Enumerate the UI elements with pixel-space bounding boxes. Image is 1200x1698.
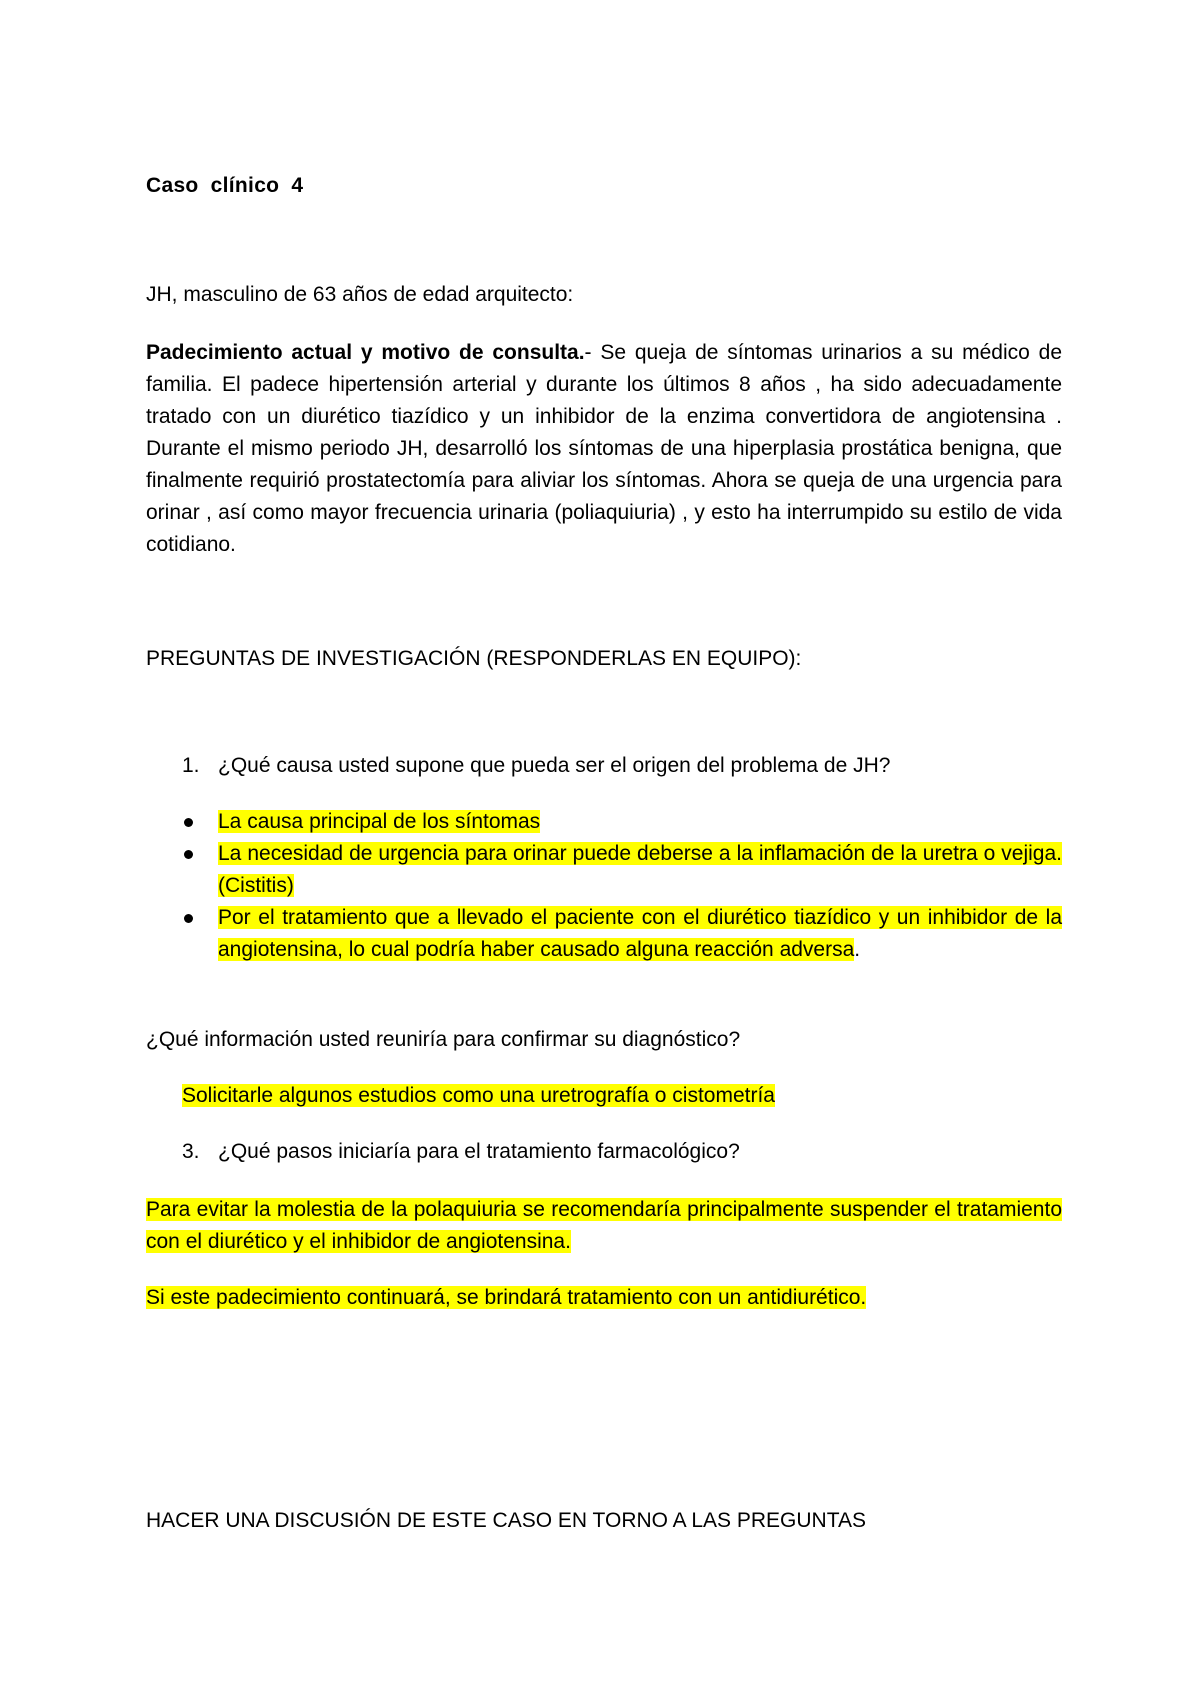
questions-heading: PREGUNTAS DE INVESTIGACIÓN (RESPONDERLAS EN EQUIPO):: [146, 647, 802, 670]
patient-description: JH, masculino de 63 años de edad arquitecto:: [146, 283, 574, 306]
case-title: Caso clínico 4: [146, 174, 304, 197]
complaint-text: - Se queja de síntomas urinarios a su médico de familia. El padece hipertensión arterial y durante los últimos 8 años , ha sido adecuadamente tratado con un diurético tiazídico y un inhibidor de la enzima convertidora de angiotensina . Durante el mismo periodo JH, desarrolló los síntomas de una hiperplasia prostática benigna, que finalmente requirió prostatectomía para aliviar los síntomas. Ahora se queja de una urgencia para orinar , así como mayor frecuencia urinaria (poliaquiuria) , y esto ha interrumpido su estilo de vida cotidiano.: [146, 341, 1063, 556]
answer-1-text: La causa principal de los síntomas: [218, 810, 541, 833]
answer-q3-paragraph-1: [146, 1194, 1062, 1258]
bullet-icon: [184, 914, 193, 923]
answer-3-trailing-period: .: [854, 938, 861, 961]
question-1-number: 1.: [182, 754, 200, 777]
complaint-paragraph: [146, 337, 1062, 561]
answer-3-item: [218, 902, 1062, 966]
answer-2-item: [218, 838, 1062, 902]
answer-q3b-text: Si este padecimiento continuará, se brindará tratamiento con un antidiurético.: [146, 1286, 867, 1309]
question-3-text: ¿Qué pasos iniciaría para el tratamiento farmacológico?: [218, 1140, 740, 1163]
question-3-number: 3.: [182, 1140, 200, 1163]
answer-q3-paragraph-2: [146, 1282, 866, 1314]
closing-instruction: HACER UNA DISCUSIÓN DE ESTE CASO EN TORNO A LAS PREGUNTAS: [146, 1509, 866, 1532]
answer-q3a-text: Para evitar la molestia de la polaquiuria se recomendaría principalmente suspender el tratamiento con el diurético y el inhibidor de angiotensina.: [146, 1198, 1062, 1253]
answer-1-item: [218, 806, 1062, 838]
question-2-text: ¿Qué información usted reuniría para confirmar su diagnóstico?: [146, 1028, 741, 1051]
bullet-icon: [184, 818, 193, 827]
answer-2-text: La necesidad de urgencia para orinar puede deberse a la inflamación de la uretra o vejiga. (Cistitis): [218, 842, 1062, 897]
bullet-icon: [184, 850, 193, 859]
answer-q2: [182, 1080, 775, 1112]
question-1-text: ¿Qué causa usted supone que pueda ser el origen del problema de JH?: [218, 754, 891, 777]
answer-3-text: Por el tratamiento que a llevado el paciente con el diurético tiazídico y un inhibidor de la angiotensina, lo cual podría haber causado alguna reacción adversa: [218, 906, 1062, 961]
answer-q2-text: Solicitarle algunos estudios como una uretrografía o cistometría: [182, 1084, 775, 1107]
complaint-label: Padecimiento actual y motivo de consulta.: [146, 341, 585, 364]
